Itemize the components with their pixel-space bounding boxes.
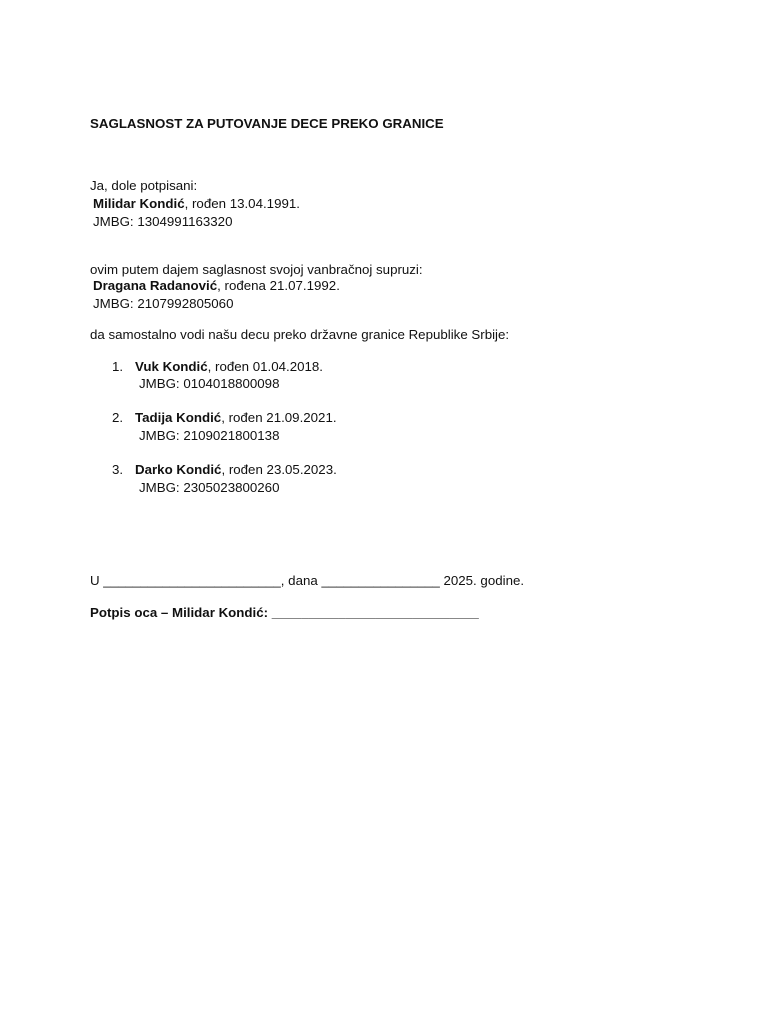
intro-text: Ja, dole potpisani: [90, 178, 198, 193]
child-2-name: Tadija Kondić [135, 410, 222, 425]
place-date-line: U ________________________, dana ________________ 2025. godine. [90, 573, 525, 588]
mother-name: Dragana Radanović [93, 278, 218, 293]
child-2-number: 2. [112, 410, 124, 425]
child-3-jmbg: JMBG: 2305023800260 [139, 480, 280, 495]
signature-line: Potpis oca – Milidar Kondić: ____________________________ [90, 605, 479, 620]
child-2-birth: , rođen 21.09.2021. [221, 410, 337, 425]
child-3-birth: , rođen 23.05.2023. [221, 462, 337, 477]
father-birth: , rođen 13.04.1991. [184, 196, 300, 211]
mother-jmbg: JMBG: 2107992805060 [93, 296, 234, 311]
father-name: Milidar Kondić [93, 196, 185, 211]
child-1-jmbg: JMBG: 0104018800098 [139, 376, 280, 391]
child-3-info [135, 461, 337, 479]
consent-text: ovim putem dajem saglasnost svojoj vanbračnoj supruzi: [90, 262, 423, 277]
child-2-info [135, 409, 337, 427]
mother-birth: , rođena 21.07.1992. [217, 278, 340, 293]
child-3-number: 3. [112, 462, 124, 477]
child-2-jmbg: JMBG: 2109021800138 [139, 428, 280, 443]
document-title: SAGLASNOST ZA PUTOVANJE DECE PREKO GRANICE [90, 116, 444, 131]
mother-info [93, 277, 340, 295]
father-jmbg: JMBG: 1304991163320 [93, 214, 233, 229]
child-3-name: Darko Kondić [135, 462, 222, 477]
father-info [93, 195, 300, 213]
child-1-number: 1. [112, 359, 124, 374]
purpose-text: da samostalno vodi našu decu preko državne granice Republike Srbije: [90, 327, 510, 342]
child-1-info [135, 358, 323, 376]
child-1-name: Vuk Kondić [135, 359, 208, 374]
child-1-birth: , rođen 01.04.2018. [207, 359, 323, 374]
